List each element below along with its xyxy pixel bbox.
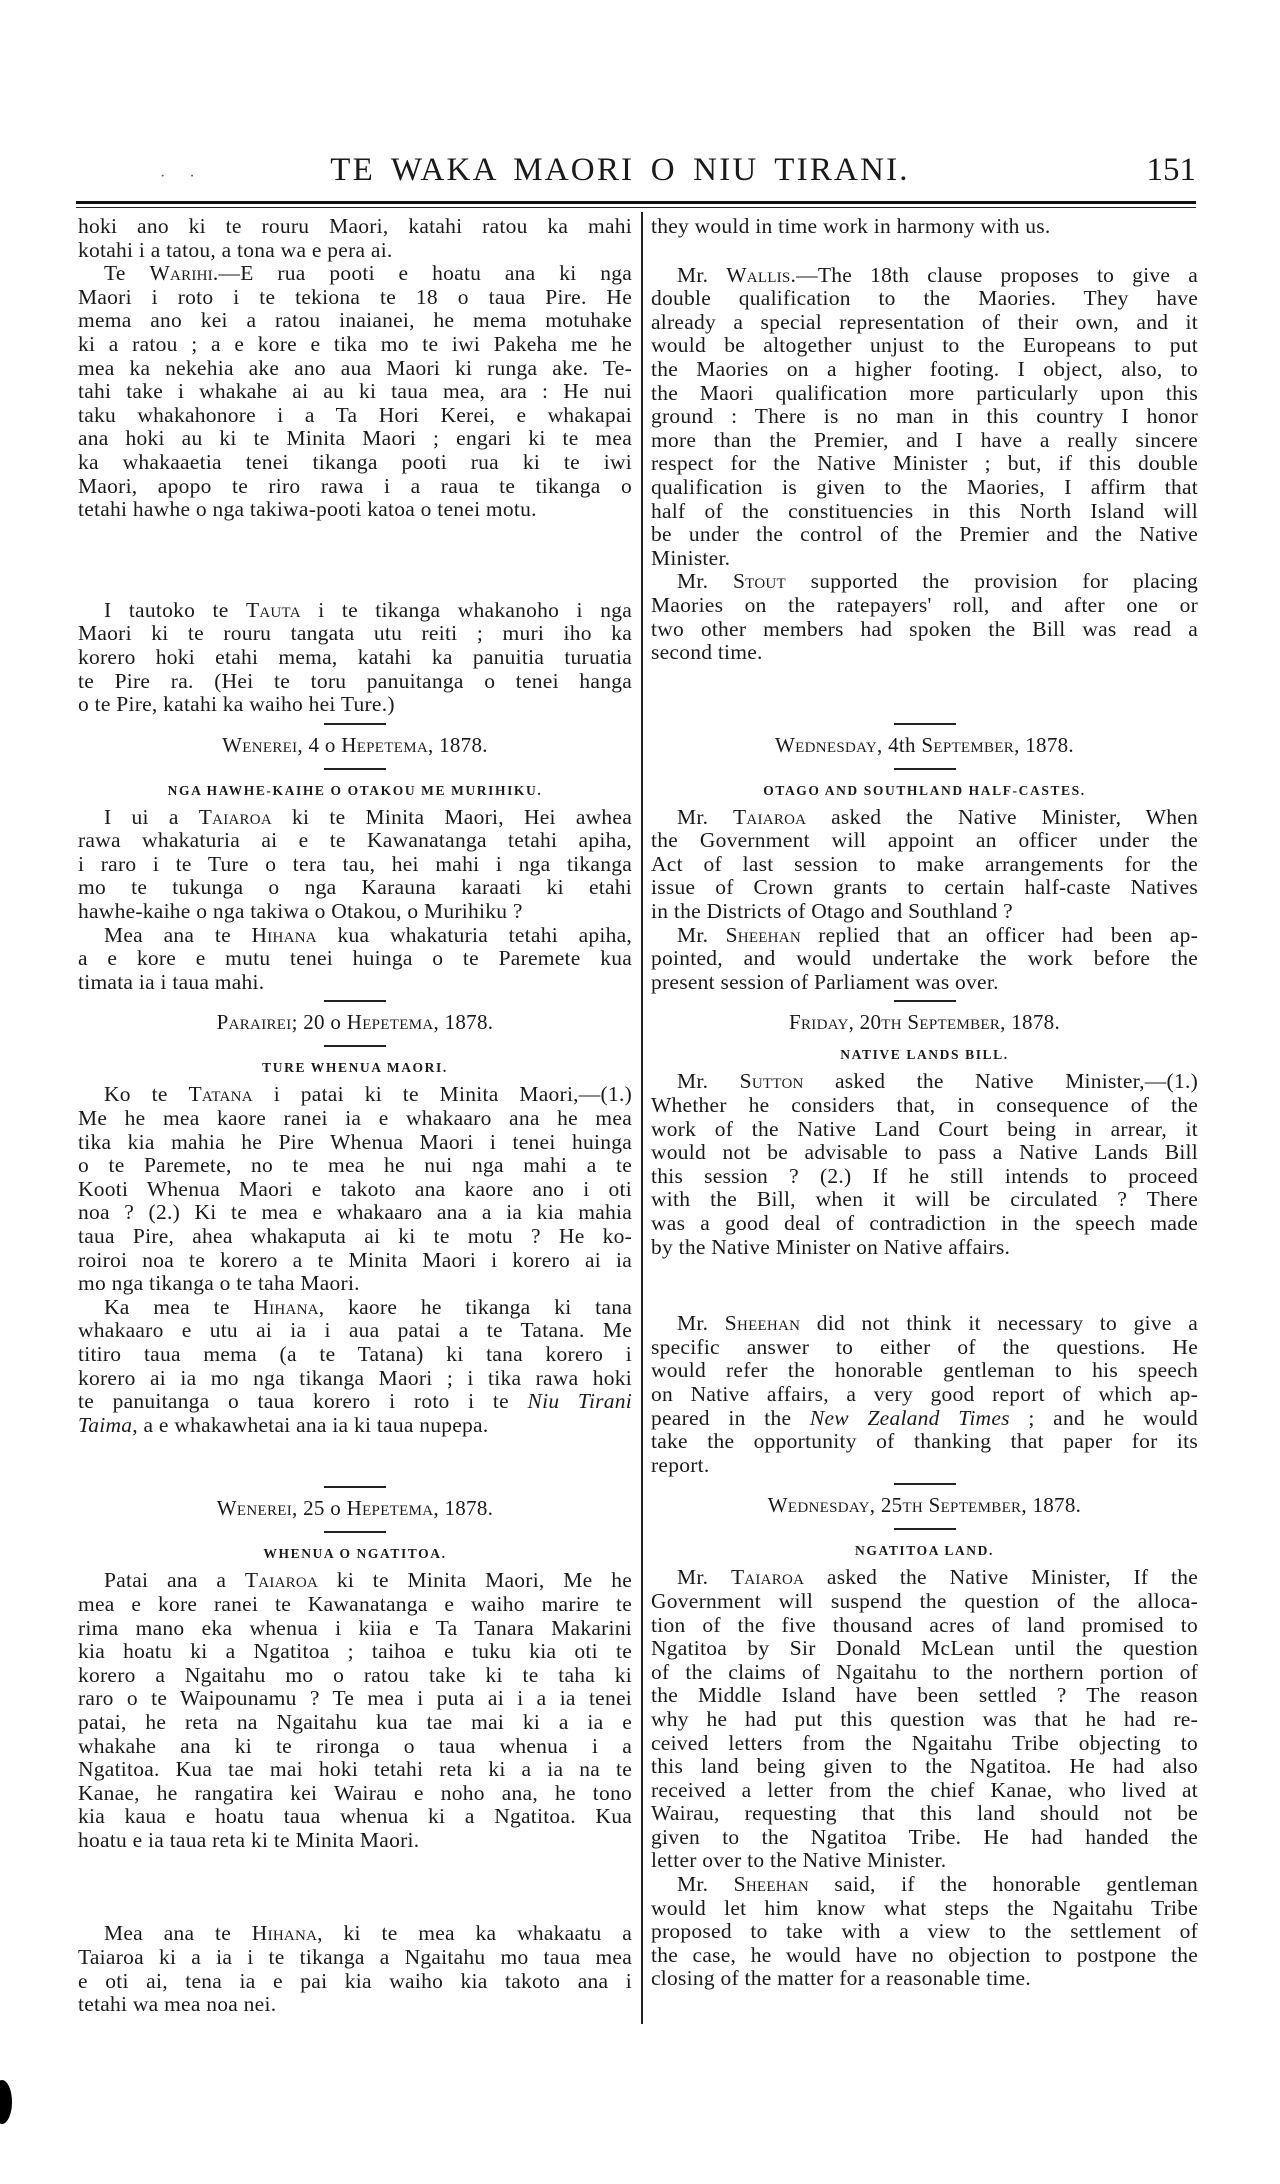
text-line: second time. — [651, 640, 763, 665]
text-line: double qualification to the Maories. They have — [651, 286, 1198, 311]
text-run: .—The 18th clause proposes to give a — [790, 262, 1198, 287]
text-run: peared in the — [651, 1405, 810, 1430]
para-hoki — [78, 215, 632, 262]
text-run: I tautoko te — [104, 597, 246, 622]
text-line: the Maories on a higher footing. I object, also, to — [651, 356, 1198, 381]
text-line: tetahi wa mea noa nei. — [78, 1992, 277, 2017]
small-caps-name: Wenerei — [216, 1496, 293, 1521]
text-line: Taiaroa ki a ia i te tikanga a Ngaitahu mo taua mea — [78, 1945, 632, 1970]
small-caps-name: Friday, 20th September — [788, 1010, 1001, 1035]
section-date-heading — [78, 734, 632, 757]
italic-title: Niu Tirani — [527, 1389, 633, 1414]
section-rule — [894, 723, 956, 725]
text-line: closing of the matter for a reasonable time. — [651, 1966, 1031, 1991]
text-line: they would in time work in harmony with us. — [651, 214, 1051, 238]
text-line: this land being given to the Ngatitoa. He had also — [651, 1754, 1198, 1779]
small-caps-name: September — [921, 732, 1015, 757]
section-wenerei-4 — [78, 723, 632, 801]
text-line: Ngatitoa. Kua tae mai hoki tetahi reta ki a ia na te — [78, 1757, 632, 1782]
text-run: I ui a — [104, 804, 199, 829]
text-line: Maories on the ratepayers' roll, and after one or — [651, 592, 1198, 617]
text-line: Maori i roto i te tekiona te 18 o taua Pire. He — [78, 284, 632, 309]
text-line: was a good deal of contradiction in the speech made — [651, 1211, 1198, 1235]
para-sheehan-2 — [651, 1312, 1198, 1477]
text-line: korero hoki etahi mema, katahi ka panuitia turuatia — [78, 644, 632, 669]
section-wednesday-4 — [651, 723, 1198, 801]
text-run: Mr. — [677, 262, 727, 287]
column-divider — [641, 212, 643, 2024]
text-run: asked the Native Minister,—(1.) — [803, 1069, 1199, 1094]
text-run: , 4th — [877, 732, 922, 757]
text-run: ; and he would — [1009, 1405, 1198, 1430]
text-line: Act of last session to make arrangements for the — [651, 851, 1198, 876]
text-line: on Native affairs, a very good report of which ap- — [651, 1381, 1198, 1406]
text-run: did not think it necessary to give a — [800, 1311, 1198, 1336]
para-taiaroa-en-1 — [651, 806, 1198, 924]
para-hihana-3 — [78, 1922, 632, 2016]
header-rule-thin — [76, 207, 1196, 208]
text-line: with the Bill, when it will be circulated ? There — [651, 1187, 1198, 1212]
text-line: a e kore e mutu tenei huinga o te Paremete kua — [78, 946, 632, 971]
section-subject-heading: WHENUA O NGATITOA. — [263, 1546, 447, 1562]
text-line: taua Pire, ahea whakaputa ai ki te motu ? He ko- — [78, 1224, 632, 1248]
section-rule — [324, 1000, 386, 1002]
text-line: i raro i te Ture o tera tau, hei mahi i nga tikanga — [78, 851, 632, 876]
text-line: received a letter from the chief Kanae, who lived at — [651, 1777, 1198, 1802]
text-run: asked the Native Minister, If the — [804, 1565, 1199, 1590]
italic-title: New Zealand Times — [809, 1405, 1010, 1430]
text-line — [78, 806, 632, 830]
small-caps-name: Tauta — [245, 597, 301, 622]
text-line: given to the Ngatitoa Tribe. He had handed the — [651, 1824, 1198, 1849]
section-parairei-20 — [78, 1000, 632, 1078]
section-date-heading — [651, 1494, 1198, 1517]
small-caps-name: Taiaroa — [198, 804, 272, 829]
text-run: Patai ana a — [104, 1568, 245, 1593]
text-line — [651, 1070, 1198, 1094]
text-line: issue of Crown grants to certain half-caste Natives — [651, 875, 1198, 900]
text-line: korero ai ia mo nga tikanga Maori ; i tika rawa hoki — [78, 1365, 632, 1390]
text-run: i te tikanga whakanoho i nga — [300, 597, 632, 622]
text-line: of the claims of Ngaitahu to the northern portion of — [651, 1659, 1198, 1684]
text-run: Ko te — [104, 1082, 189, 1107]
small-caps-name: Wenerei — [222, 732, 298, 757]
text-line: the case, he would have no objection to postpone the — [651, 1942, 1198, 1967]
text-run: Te — [104, 261, 150, 286]
text-line: taku whakahonore i a Ta Hori Kerei, e whakapai — [78, 402, 632, 427]
text-run: asked the Native Minister, When — [806, 804, 1198, 829]
section-date-heading — [651, 1011, 1198, 1034]
text-run: Mea ana te — [104, 922, 252, 947]
text-line: roiroi noa te korero a te Minita Maori i korero ai ia — [78, 1247, 632, 1272]
text-line: mea e kore ranei te Kawanatanga e waiho marire te — [78, 1591, 632, 1616]
text-run: replied that an officer had been ap- — [800, 922, 1198, 947]
text-line: this session ? (2.) If he still intends to proceed — [651, 1163, 1198, 1188]
text-line: qualification is given to the Maories, I affirm that — [651, 474, 1198, 499]
para-taiaroa-2 — [78, 1569, 632, 1852]
binding-mark — [0, 2080, 12, 2124]
text-run: Mr. — [677, 1872, 734, 1897]
small-caps-name: Sheehan — [724, 1311, 801, 1336]
text-line — [78, 1569, 632, 1593]
text-line — [651, 570, 1198, 594]
section-subject-heading: TURE WHENUA MAORI. — [262, 1060, 448, 1076]
text-run: said, if the honorable gentleman — [809, 1872, 1198, 1897]
small-caps-name: Taiaroa — [733, 804, 807, 829]
para-sheehan-3 — [651, 1873, 1198, 1991]
small-caps-name: Tatana — [188, 1082, 253, 1107]
text-run: , ki te mea ka whakaatu a — [317, 1921, 633, 1946]
text-run: Mr. — [677, 1311, 725, 1336]
text-line: respect for the Native Minister ; but, if this double — [651, 451, 1198, 476]
text-line — [651, 1566, 1198, 1590]
text-line: timata ia i taua mahi. — [78, 969, 265, 994]
text-line: ki a ratou ; a e kore e tika mo te iwi Pakeha me he — [78, 331, 632, 356]
small-caps-name: Hepetema — [346, 1496, 434, 1521]
text-run: Mea ana te — [104, 1921, 252, 1946]
text-line: korero a Ngaitahu mo o ratou take ki te taha ki — [78, 1662, 632, 1687]
text-line — [78, 1296, 632, 1320]
section-rule — [894, 768, 956, 770]
text-line: ana hoki au ki te Minita Maori ; engari ki te mea — [78, 426, 632, 451]
text-line — [651, 1312, 1198, 1336]
text-line: Kooti Whenua Maori e takoto ana kaore ano i oti — [78, 1176, 632, 1201]
text-line: report. — [651, 1452, 710, 1477]
text-line: Wairau, requesting that this land should not be — [651, 1801, 1198, 1826]
text-line: the Middle Island have been settled ? The reason — [651, 1683, 1198, 1708]
section-rule — [324, 768, 386, 770]
text-line: specific answer to either of the questions. He — [651, 1334, 1198, 1359]
text-line: Ngatitoa by Sir Donald McLean until the question — [651, 1636, 1198, 1661]
text-line: tetahi hawhe o nga takiwa-pooti katoa o tenei motu. — [78, 497, 537, 522]
text-line: proposed to take with a view to the settlement of — [651, 1919, 1198, 1944]
text-line: be under the control of the Premier and the Native — [651, 522, 1198, 547]
text-line: Whether he considers that, in consequence of the — [651, 1093, 1198, 1118]
text-run: Ka mea te — [104, 1294, 254, 1319]
section-date-heading — [78, 1011, 632, 1034]
text-line: mema ano kei a ratou inaianei, he mema motuhake — [78, 308, 632, 333]
section-subject-heading: NGATITOA LAND. — [855, 1543, 994, 1559]
small-caps-name: Taiaroa — [244, 1568, 319, 1593]
para-taiaroa-en-2 — [651, 1566, 1198, 1873]
right-column — [651, 215, 1198, 1991]
left-column — [78, 215, 632, 2017]
text-line: why he had put this question was that he had re- — [651, 1706, 1198, 1731]
text-run: , 1878. — [1014, 732, 1074, 757]
text-line: tika kia mahia he Pire Whenua Maori i tenei huinga — [78, 1129, 632, 1154]
text-run: supported the provision for placing — [785, 569, 1199, 594]
text-line: mo nga tikanga o te taha Maori. — [78, 1271, 360, 1296]
text-run: Mr. — [677, 569, 733, 594]
text-line: would not be advisable to pass a Native Lands Bill — [651, 1140, 1198, 1165]
text-run: , 4 o — [297, 732, 342, 757]
text-line: work of the Native Land Court being in arrear, it — [651, 1116, 1198, 1141]
text-run: , 1878. — [433, 1496, 494, 1521]
text-line: hoki ano ki te rouru Maori, katahi ratou ka mahi — [78, 214, 632, 238]
text-line: Kanae, he rangatira kei Wairau e noho ana, he tono — [78, 1780, 632, 1805]
section-rule — [324, 1531, 386, 1533]
small-caps-name: Hihana — [251, 1921, 318, 1946]
text-line: noa ? (2.) Ki te mea e whakaaro ana a ia kia mahia — [78, 1200, 632, 1225]
text-run: , 25 o — [292, 1496, 347, 1521]
small-caps-name: Sheehan — [725, 922, 801, 947]
section-date-heading — [78, 1497, 632, 1520]
para-hihana-1 — [78, 924, 632, 995]
small-caps-name: Warihi. — [149, 261, 219, 286]
text-line — [78, 1414, 632, 1438]
para-they — [651, 215, 1198, 239]
text-line: e oti ai, tena ia e pai kia waiho kia takoto ana i — [78, 1968, 632, 1993]
text-line: Maori ki te rouru tangata utu reiti ; muri iho ka — [78, 621, 632, 646]
text-run: , 1878. — [1021, 1493, 1082, 1518]
page-number: 151 — [1146, 152, 1196, 188]
text-run: i patai ki te Minita Maori,—(1.) — [252, 1082, 632, 1107]
text-line: whakaaro e utu ai ia i aua patai a te Tatana. Me — [78, 1318, 632, 1343]
text-line: mo te tukunga o nga Karauna karaati ki etahi — [78, 875, 632, 900]
para-sheehan-1 — [651, 924, 1198, 995]
text-line: tahi take i whakahe ai au ki taua mea, ara : He nui — [78, 379, 632, 404]
text-line: hawhe-kaihe o nga takiwa o Otakou, o Murihiku ? — [78, 899, 523, 924]
text-line: o te Pire, katahi ka waiho hei Ture.) — [78, 692, 395, 717]
text-line: half of the constituencies in this North Island will — [651, 498, 1198, 523]
italic-title: Taima — [78, 1412, 133, 1437]
small-caps-name: Sheehan — [733, 1872, 810, 1897]
text-run: te panuitanga o taua korero i roto i te — [78, 1389, 528, 1414]
text-line: would let him know what steps the Ngaitahu Tribe — [651, 1895, 1198, 1920]
text-line: take the opportunity of thanking that paper for its — [651, 1429, 1198, 1454]
para-sutton — [651, 1070, 1198, 1259]
text-line: would refer the honorable gentleman to his speech — [651, 1358, 1198, 1383]
text-line: kia kaua e hoatu taua whenua ki a Ngatitoa. Kua — [78, 1804, 632, 1829]
small-caps-name: Sutton — [739, 1069, 804, 1094]
section-date-heading — [651, 734, 1198, 757]
text-line: hoatu e ia taua reta ki te Minita Maori. — [78, 1827, 420, 1852]
para-wallis — [651, 264, 1198, 571]
section-rule — [894, 1483, 956, 1485]
text-run: , a e whakawhetai ana ia ki taua nupepa. — [132, 1412, 489, 1437]
para-hihana-2 — [78, 1296, 632, 1438]
text-line: pointed, and would undertake the work before the — [651, 946, 1198, 971]
text-line: ka whakaaetia tenei tikanga pooti rua ki te iwi — [78, 449, 632, 474]
section-rule — [894, 1528, 956, 1530]
text-run: —E rua pooti e hoatu ana ki nga — [218, 261, 632, 286]
text-line — [651, 1873, 1198, 1897]
page-title: TE WAKA MAORI O NIU TIRANI. — [330, 152, 910, 188]
text-run: , kaore he tikanga ki tana — [318, 1294, 632, 1319]
text-line — [78, 1390, 632, 1414]
text-line: te Pire ra. (Hei te toru panuitanga o tenei hanga — [78, 668, 632, 693]
para-taiaroa-1 — [78, 806, 632, 924]
text-line — [651, 264, 1198, 288]
text-line: ground : There is no man in this country I honor — [651, 404, 1198, 429]
section-subject-heading: NGA HAWHE-KAIHE O OTAKOU ME MURIHIKU. — [167, 782, 543, 798]
small-caps-name: Stout — [732, 569, 786, 594]
section-rule — [894, 1000, 956, 1002]
text-line — [78, 1922, 632, 1946]
small-caps-name: Hihana — [253, 1294, 319, 1319]
text-line: Minister. — [651, 545, 731, 570]
section-wednesday-25 — [651, 1483, 1198, 1561]
text-line: the Maori qualification more particularly upon this — [651, 380, 1198, 405]
text-run: ki te Minita Maori, Hei awhea — [271, 804, 632, 829]
text-run: Mr. — [677, 804, 734, 829]
text-line: present session of Parliament was over. — [651, 969, 999, 994]
para-tautoko — [78, 599, 632, 717]
text-line: Maori, apopo te riro rawa i a raua te tikanga o — [78, 473, 632, 498]
small-caps-name: Wallis — [726, 262, 791, 287]
small-caps-name: Wednesday, 25th September — [767, 1493, 1022, 1518]
text-line: ceived letters from the Ngaitahu Tribe objecting to — [651, 1730, 1198, 1755]
section-rule — [324, 1486, 386, 1488]
text-line: tion of the five thousand acres of land promised to — [651, 1612, 1198, 1637]
small-caps-name: Hihana — [251, 922, 317, 947]
text-run: ki te Minita Maori, Me he — [318, 1568, 632, 1593]
small-caps-name: Hepetema — [341, 732, 428, 757]
text-run: Mr. — [677, 1565, 731, 1590]
text-line — [651, 924, 1198, 948]
section-subject-heading: OTAGO AND SOUTHLAND HALF-CASTES. — [763, 782, 1086, 798]
para-stout — [651, 570, 1198, 664]
text-line — [78, 262, 632, 286]
text-run: Mr. — [677, 1069, 740, 1094]
text-line: whakahe ana ki te rironga o taua whenua i a — [78, 1733, 632, 1758]
text-run: Mr. — [677, 922, 726, 947]
text-line: the Government will appoint an officer under the — [651, 828, 1198, 853]
text-run: , 1878. — [433, 1010, 494, 1035]
section-friday-20 — [651, 1000, 1198, 1065]
text-line: two other members had spoken the Bill was read a — [651, 616, 1198, 641]
text-line — [78, 924, 632, 948]
section-subject-heading: NATIVE LANDS BILL. — [840, 1047, 1009, 1063]
text-line: Government will suspend the question of the alloca- — [651, 1588, 1198, 1613]
print-specks: · · — [160, 168, 205, 185]
text-line: raro o te Waipounamu ? Te mea i puta ai i a ia tenei — [78, 1686, 632, 1711]
section-wenerei-25 — [78, 1486, 632, 1564]
text-line: in the Districts of Otago and Southland ? — [651, 899, 1013, 924]
text-run: ; 20 o — [291, 1010, 347, 1035]
text-line: already a special representation of their own, and it — [651, 309, 1198, 334]
text-run: , 1878. — [427, 732, 488, 757]
section-rule — [324, 723, 386, 725]
para-tatana — [78, 1083, 632, 1295]
text-line — [651, 1407, 1198, 1431]
section-rule — [324, 1045, 386, 1047]
text-line: patai, he reta na Ngaitahu kua tae mai ki a ia e — [78, 1709, 632, 1734]
small-caps-name: Parairei — [216, 1010, 292, 1035]
text-line: letter over to the Native Minister. — [651, 1848, 947, 1873]
small-caps-name: Taiaroa — [730, 1565, 805, 1590]
text-run: , 1878. — [1000, 1010, 1061, 1035]
para-warihi — [78, 262, 632, 522]
text-line: o te Paremete, no te mea he nui nga mahi a te — [78, 1153, 632, 1178]
text-line: titiro taua mema (a te Tatana) ki tana korero i — [78, 1341, 632, 1366]
small-caps-name: Wednesday — [775, 732, 877, 757]
text-line: kotahi i a tatou, a tona wa e pera ai. — [78, 237, 393, 262]
text-line: mea ka nekehia ake ano aua Maori ki runga ake. Te- — [78, 355, 632, 380]
text-line — [78, 599, 632, 623]
text-line: by the Native Minister on Native affairs. — [651, 1234, 1011, 1259]
small-caps-name: Hepetema — [346, 1010, 434, 1035]
header-rule-thick — [76, 201, 1196, 204]
text-line — [651, 806, 1198, 830]
text-run: kua whakaturia tetahi apiha, — [316, 922, 633, 947]
text-line: Me he mea kaore ranei ia e whakaaro ana he mea — [78, 1106, 632, 1131]
text-line: kia hoatu ki a Ngatitoa ; taihoa e tuku kia oti te — [78, 1639, 632, 1664]
text-line: would be altogether unjust to the Europeans to put — [651, 333, 1198, 358]
text-line — [78, 1083, 632, 1107]
text-line: rima mano eka whenua i kiia e Ta Tanara Makarini — [78, 1615, 632, 1640]
text-line: more than the Premier, and I have a really sincere — [651, 427, 1198, 452]
text-line: rawa whakaturia ai e te Kawanatanga tetahi apiha, — [78, 828, 632, 853]
